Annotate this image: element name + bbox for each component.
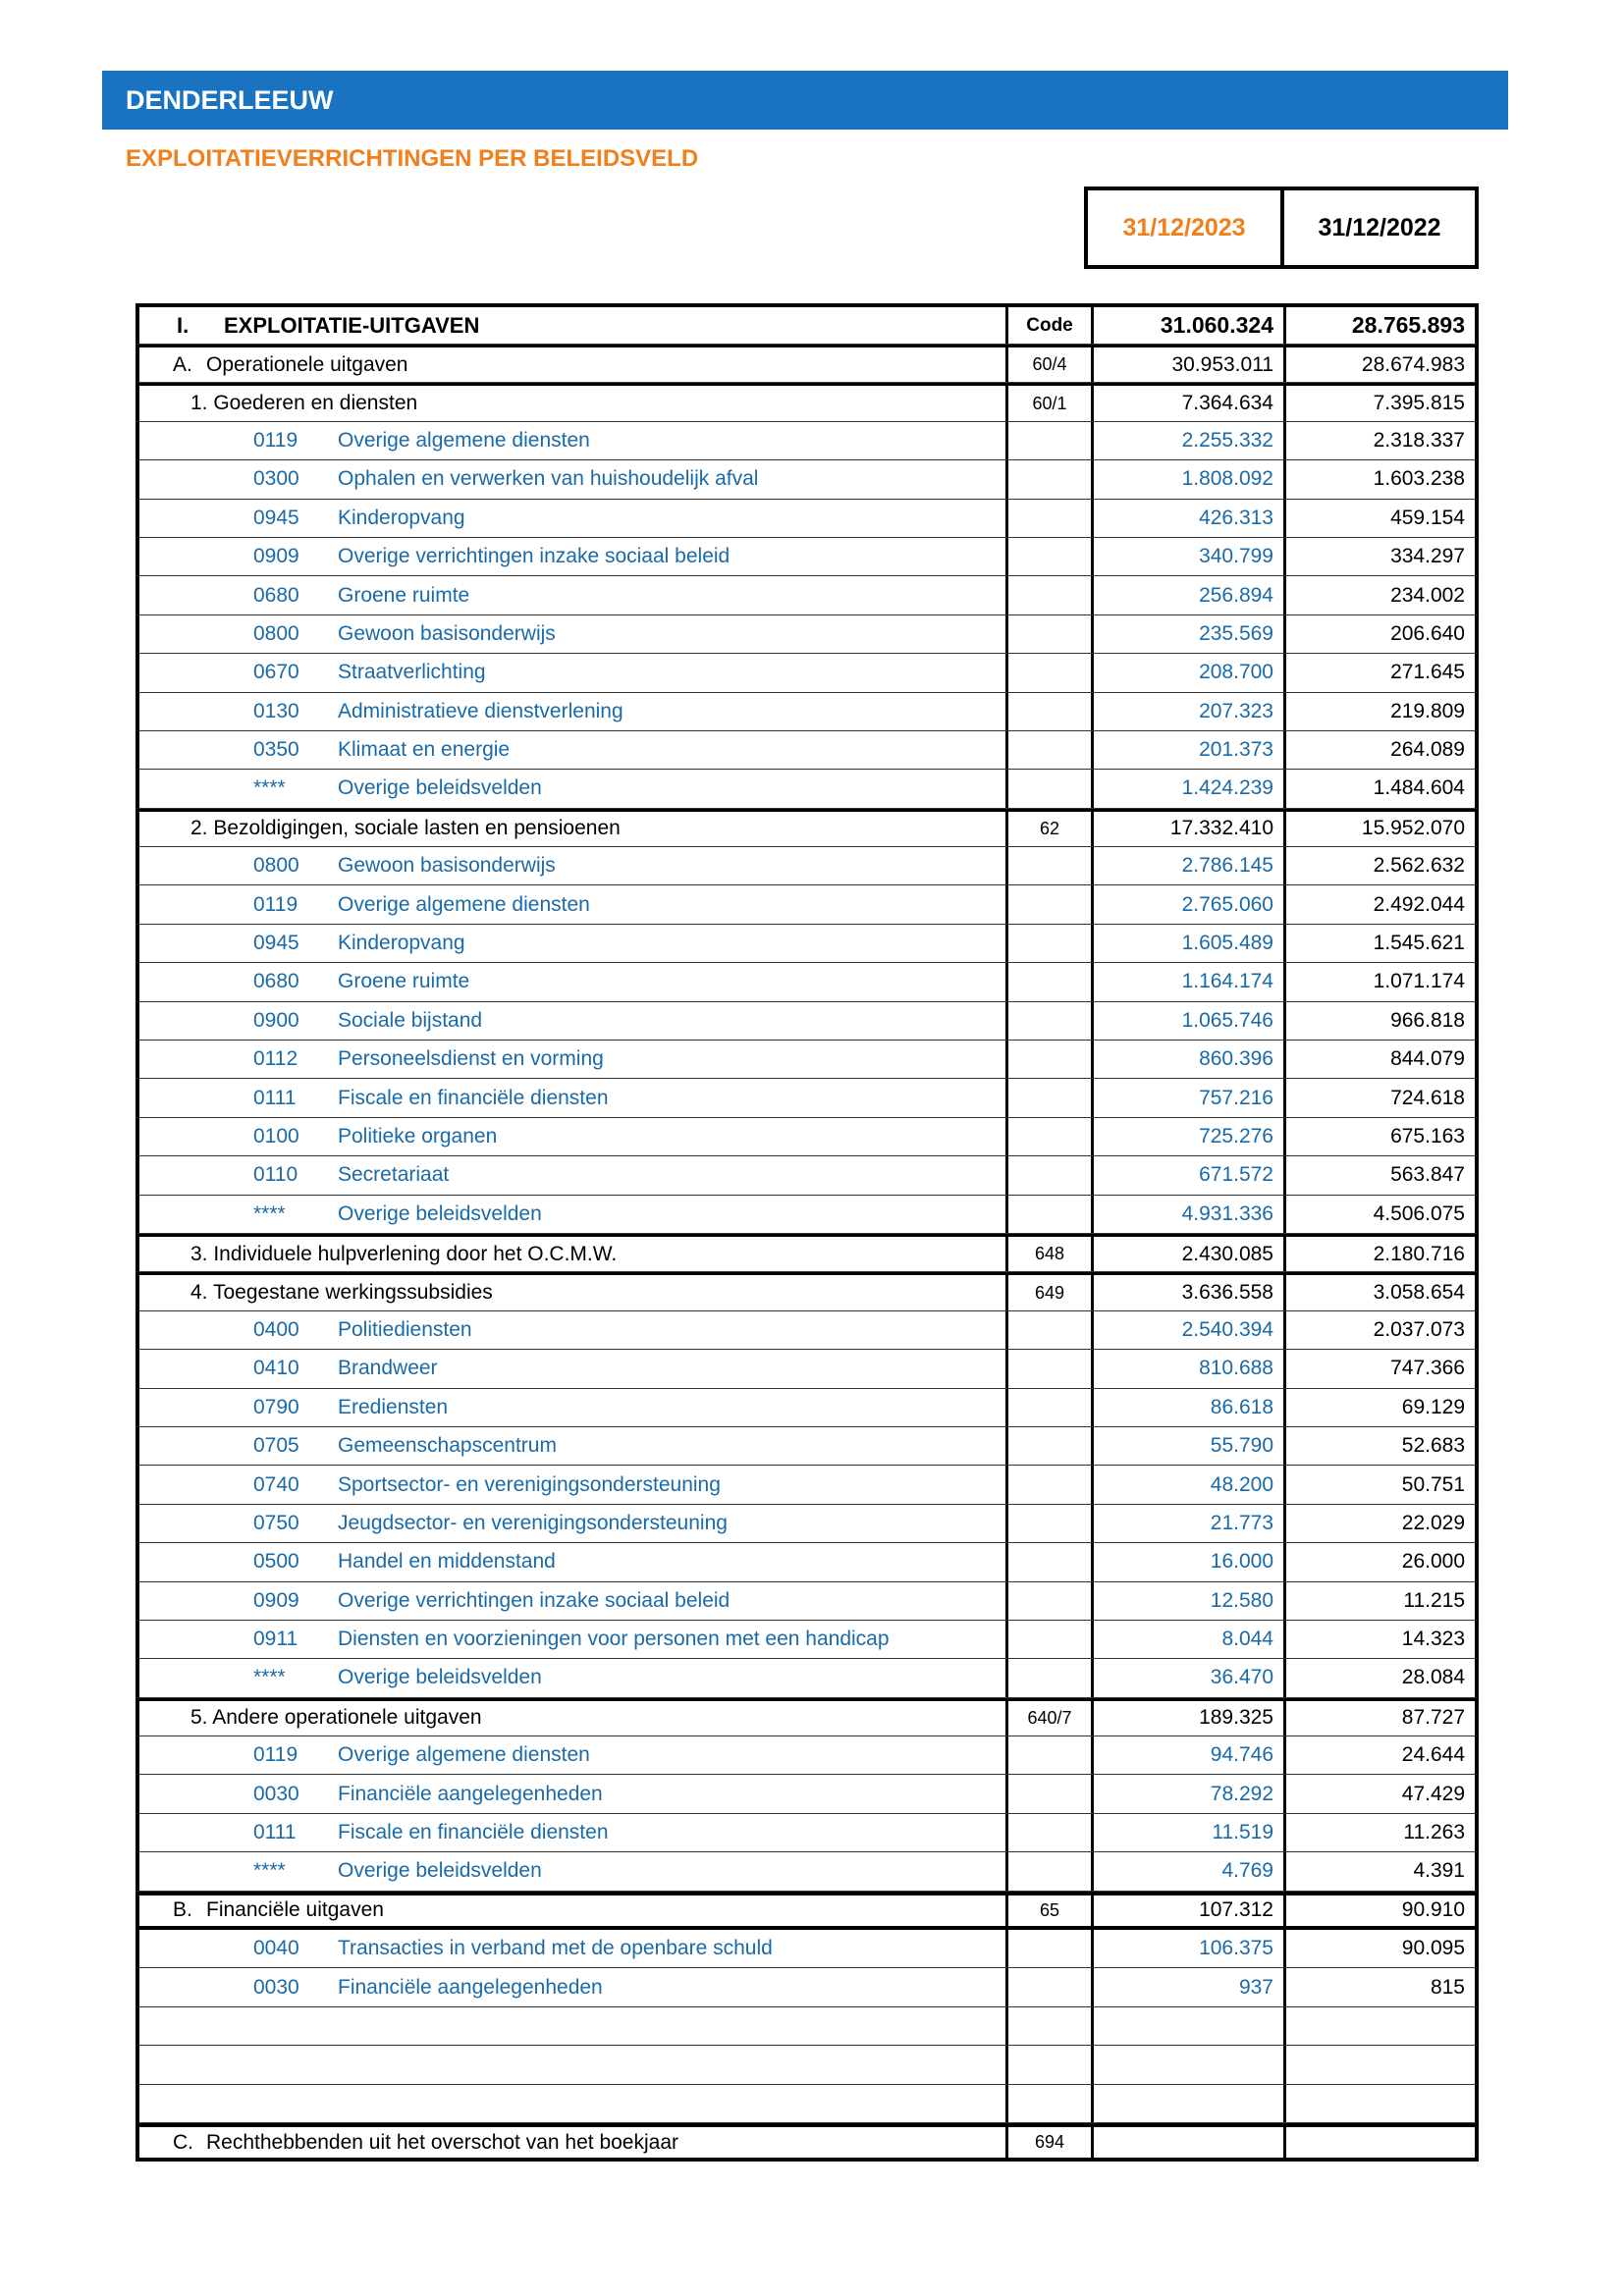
policy-code: 0400 [253,1317,299,1341]
policy-label: Kinderopvang [338,932,465,955]
item-value-2023: 2.786.145 [1094,847,1286,884]
item-value-2022: 2.037.073 [1373,1317,1465,1341]
item-value-2022: 24.644 [1401,1743,1465,1767]
item-code [1005,1156,1094,1194]
item-value-2022: 815 [1430,1975,1465,1999]
policy-label: Administratieve dienstverlening [338,699,623,722]
item-value-2023: 55.790 [1094,1427,1286,1465]
section-value-2022: 28.674.983 [1361,352,1465,376]
item-row [135,1466,1479,1504]
item-row [135,1350,1479,1388]
policy-label: Politieke organen [338,1125,498,1148]
group-5-row [135,1698,1479,1736]
section-c-row [135,2123,1479,2162]
item-row [135,847,1479,885]
policy-code: 0350 [253,738,299,762]
section-letter: B. [173,1898,192,1922]
item-value-2023: 671.572 [1094,1156,1286,1194]
item-row [135,422,1479,460]
item-value-2023: 1.065.746 [1094,1002,1286,1040]
policy-label: Overige algemene diensten [338,428,590,452]
empty-row [135,2046,1479,2084]
item-value-2022: 1.545.621 [1373,932,1465,955]
item-value-2022: 747.366 [1390,1357,1465,1380]
item-code [1005,1350,1094,1387]
group-code: 649 [1005,1275,1094,1309]
item-code [1005,1968,1094,2005]
item-code [1005,654,1094,691]
item-code [1005,1118,1094,1155]
item-value-2023: 4.931.336 [1094,1196,1286,1233]
empty-row [135,2007,1479,2046]
item-value-2023: 208.700 [1094,654,1286,691]
policy-label: Groene ruimte [338,970,470,993]
policy-code: 0500 [253,1550,299,1574]
policy-label: Overige verrichtingen inzake sociaal beleid [338,545,731,568]
item-code [1005,693,1094,730]
section-value-2022 [1286,2127,1475,2158]
policy-code: **** [253,1859,286,1883]
policy-code: **** [253,776,286,800]
policy-code: 0680 [253,583,299,607]
policy-label: Financiële aangelegenheden [338,1782,603,1805]
section-value-2023: 30.953.011 [1094,347,1286,382]
item-row [135,1814,1479,1852]
section-code: 694 [1005,2127,1094,2158]
policy-code: 0945 [253,932,299,955]
group-code: 60/1 [1005,386,1094,420]
policy-label: Overige verrichtingen inzake sociaal beleid [338,1588,731,1612]
item-value-2022: 52.683 [1401,1434,1465,1458]
policy-code: 0900 [253,1008,299,1032]
item-code [1005,1041,1094,1078]
policy-label: Overige algemene diensten [338,1743,590,1767]
item-value-2023: 2.540.394 [1094,1311,1286,1349]
policy-label: Kinderopvang [338,506,465,529]
policy-label: Secretariaat [338,1163,450,1187]
item-value-2023: 86.618 [1094,1389,1286,1426]
item-value-2023: 235.569 [1094,615,1286,653]
item-value-2022: 4.506.075 [1373,1201,1465,1225]
item-value-2023: 810.688 [1094,1350,1286,1387]
item-row [135,1505,1479,1543]
policy-code: 0111 [253,1086,297,1109]
policy-label: Groene ruimte [338,583,470,607]
policy-code: 0911 [253,1628,298,1651]
item-value-2023: 12.580 [1094,1582,1286,1620]
policy-label: Ophalen en verwerken van huishoudelijk afval [338,467,759,491]
section-label: Financiële uitgaven [206,1898,384,1922]
policy-label: Gemeenschapscentrum [338,1434,557,1458]
policy-label: Overige beleidsvelden [338,776,542,800]
item-value-2022: 459.154 [1390,506,1465,529]
item-value-2023: 94.746 [1094,1736,1286,1774]
item-value-2022: 69.129 [1401,1395,1465,1418]
item-value-2023: 1.424.239 [1094,770,1286,807]
policy-label: Erediensten [338,1395,449,1418]
group-value-2022: 7.395.815 [1373,392,1465,415]
policy-label: Fiscale en financiële diensten [338,1821,609,1844]
item-value-2022: 90.095 [1401,1937,1465,1960]
item-row [135,1930,1479,1968]
section-b-items [135,1930,1479,2007]
item-code [1005,576,1094,614]
item-code [1005,500,1094,537]
item-row [135,1118,1479,1156]
section-a-row [135,345,1479,383]
item-value-2022: 966.818 [1390,1008,1465,1032]
policy-code: 0110 [253,1163,298,1187]
policy-code: 0705 [253,1434,299,1458]
policy-code: 0740 [253,1472,299,1496]
item-code [1005,1659,1094,1696]
policy-label: Jeugdsector- en verenigingsondersteuning [338,1511,728,1534]
section-letter: C. [173,2130,193,2154]
table-title-row [135,303,1479,345]
policy-code: 0300 [253,467,299,491]
item-row [135,654,1479,692]
policy-code: 0030 [253,1975,299,1999]
group-2-items [135,847,1479,1234]
item-code [1005,1582,1094,1620]
item-value-2022: 1.603.238 [1373,467,1465,491]
item-value-2023: 21.773 [1094,1505,1286,1542]
item-code [1005,847,1094,884]
item-value-2023: 78.292 [1094,1775,1286,1812]
group-4-items [135,1311,1479,1698]
item-value-2022: 28.084 [1401,1666,1465,1689]
policy-label: Overige algemene diensten [338,892,590,916]
item-value-2022: 2.562.632 [1373,854,1465,878]
policy-code: 0410 [253,1357,299,1380]
item-row [135,1852,1479,1891]
policy-label: Overige beleidsvelden [338,1859,542,1883]
item-value-2022: 22.029 [1401,1511,1465,1534]
item-value-2022: 334.297 [1390,545,1465,568]
item-code [1005,925,1094,962]
item-value-2023: 2.765.060 [1094,885,1286,923]
item-value-2023: 201.373 [1094,731,1286,769]
policy-code: 0119 [253,892,298,916]
item-code [1005,1930,1094,1967]
table-title: EXPLOITATIE-UITGAVEN [224,312,480,338]
policy-code: 0680 [253,970,299,993]
group-label: 4. Toegestane werkingssubsidies [190,1281,493,1305]
policy-code: 0909 [253,545,299,568]
item-value-2022: 271.645 [1390,661,1465,684]
group-value-2023: 2.430.085 [1094,1237,1286,1271]
item-value-2023: 16.000 [1094,1543,1286,1580]
item-row [135,1002,1479,1041]
item-row [135,770,1479,808]
group-code: 648 [1005,1237,1094,1271]
item-code [1005,1775,1094,1812]
item-value-2022: 2.318.337 [1373,428,1465,452]
item-value-2023: 757.216 [1094,1079,1286,1116]
policy-code: 0119 [253,428,298,452]
total-2022: 28.765.893 [1351,312,1465,338]
policy-label: Politiediensten [338,1317,472,1341]
item-value-2022: 264.089 [1390,738,1465,762]
item-code [1005,538,1094,575]
item-code [1005,1311,1094,1349]
policy-code: **** [253,1201,286,1225]
group-value-2022: 3.058.654 [1373,1281,1465,1305]
year-previous: 31/12/2022 [1318,213,1441,241]
section-b-row [135,1892,1479,1930]
policy-code: 0100 [253,1125,299,1148]
policy-code: 0112 [253,1047,298,1071]
group-value-2023: 3.636.558 [1094,1275,1286,1309]
item-value-2023: 2.255.332 [1094,422,1286,459]
policy-code: 0945 [253,506,299,529]
policy-label: Gewoon basisonderwijs [338,854,556,878]
item-row [135,576,1479,614]
group-1-items [135,422,1479,809]
item-row [135,731,1479,770]
policy-code: 0030 [253,1782,299,1805]
item-value-2022: 206.640 [1390,621,1465,645]
item-value-2022: 219.809 [1390,699,1465,722]
item-code [1005,1002,1094,1040]
policy-label: Financiële aangelegenheden [338,1975,603,1999]
item-value-2023: 256.894 [1094,576,1286,614]
item-row [135,1196,1479,1234]
policy-code: 0750 [253,1511,299,1534]
item-value-2022: 2.492.044 [1373,892,1465,916]
group-3-row [135,1234,1479,1272]
policy-label: Fiscale en financiële diensten [338,1086,609,1109]
policy-label: Brandweer [338,1357,438,1380]
item-value-2022: 11.263 [1403,1821,1465,1844]
policy-label: Transacties in verband met de openbare schuld [338,1937,773,1960]
item-code [1005,1814,1094,1851]
item-row [135,925,1479,963]
item-value-2023: 106.375 [1094,1930,1286,1967]
item-row [135,500,1479,538]
item-code [1005,615,1094,653]
section-label: Rechthebbenden uit het overschot van het boekjaar [206,2130,679,2154]
group-4-row [135,1272,1479,1310]
item-code [1005,460,1094,498]
item-code [1005,422,1094,459]
policy-code: 0111 [253,1821,297,1844]
item-code [1005,731,1094,769]
section-code: 60/4 [1005,347,1094,382]
group-label: 3. Individuele hulpverlening door het O.C.M.W. [190,1242,618,1265]
item-value-2022: 47.429 [1401,1782,1465,1805]
item-value-2023: 860.396 [1094,1041,1286,1078]
policy-code: 0119 [253,1743,298,1767]
item-code [1005,1466,1094,1503]
group-code: 62 [1005,812,1094,846]
section-letter: A. [173,352,192,376]
group-value-2023: 17.332.410 [1094,812,1286,846]
report-subtitle: EXPLOITATIEVERRICHTINGEN PER BELEIDSVELD [126,145,699,172]
item-row [135,1582,1479,1621]
policy-label: Overige beleidsvelden [338,1666,542,1689]
item-value-2022: 50.751 [1401,1472,1465,1496]
item-value-2023: 11.519 [1094,1814,1286,1851]
item-value-2022: 11.215 [1403,1588,1465,1612]
item-row [135,1621,1479,1659]
item-row [135,1427,1479,1466]
item-code [1005,1427,1094,1465]
policy-label: Gewoon basisonderwijs [338,621,556,645]
group-value-2022: 15.952.070 [1361,817,1465,840]
policy-code: 0670 [253,661,299,684]
group-label: 5. Andere operationele uitgaven [190,1706,482,1730]
item-value-2023: 36.470 [1094,1659,1286,1696]
item-value-2023: 1.605.489 [1094,925,1286,962]
item-value-2023: 937 [1094,1968,1286,2005]
group-value-2022: 2.180.716 [1373,1242,1465,1265]
policy-label: Klimaat en energie [338,738,511,762]
group-value-2023: 7.364.634 [1094,386,1286,420]
item-code [1005,1079,1094,1116]
item-value-2022: 675.163 [1390,1125,1465,1148]
policy-label: Overige beleidsvelden [338,1201,542,1225]
policy-code: 0800 [253,854,299,878]
item-value-2022: 1.071.174 [1373,970,1465,993]
item-row [135,538,1479,576]
group-5-items [135,1736,1479,1892]
policy-label: Handel en middenstand [338,1550,556,1574]
policy-code: 0130 [253,699,299,722]
item-row [135,615,1479,654]
item-value-2022: 724.618 [1390,1086,1465,1109]
group-2-row [135,809,1479,847]
policy-code: 0909 [253,1588,299,1612]
item-value-2023: 725.276 [1094,1118,1286,1155]
item-value-2022: 844.079 [1390,1047,1465,1071]
item-row [135,1659,1479,1697]
municipality-banner: DENDERLEEUW [102,71,1508,130]
item-row [135,1968,1479,2006]
empty-row [135,2085,1479,2123]
item-code [1005,1196,1094,1233]
item-value-2023: 48.200 [1094,1466,1286,1503]
roman-numeral: I. [177,312,189,338]
item-row [135,885,1479,924]
item-code [1005,770,1094,807]
item-row [135,1156,1479,1195]
item-row [135,693,1479,731]
item-row [135,1389,1479,1427]
item-value-2022: 14.323 [1401,1628,1465,1651]
group-label: 2. Bezoldigingen, sociale lasten en pensioenen [190,817,621,840]
item-row [135,1775,1479,1813]
policy-code: **** [253,1666,286,1689]
item-code [1005,1543,1094,1580]
item-value-2023: 1.164.174 [1094,963,1286,1000]
section-value-2023: 107.312 [1094,1896,1286,1926]
code-header: Code [1005,307,1094,344]
item-row [135,1736,1479,1775]
item-code [1005,885,1094,923]
item-row [135,1041,1479,1079]
item-value-2023: 8.044 [1094,1621,1286,1658]
item-row [135,1543,1479,1581]
policy-label: Diensten en voorzieningen voor personen met een handicap [338,1628,890,1651]
item-code [1005,1389,1094,1426]
policy-label: Sociale bijstand [338,1008,483,1032]
item-value-2023: 340.799 [1094,538,1286,575]
item-code [1005,963,1094,1000]
group-value-2023: 189.325 [1094,1701,1286,1735]
group-label: 1. Goederen en diensten [190,392,418,415]
item-value-2022: 234.002 [1390,583,1465,607]
group-code: 640/7 [1005,1701,1094,1735]
group-1-row [135,383,1479,421]
year-header [1084,187,1479,269]
policy-label: Straatverlichting [338,661,486,684]
group-value-2022: 87.727 [1401,1706,1465,1730]
item-value-2022: 563.847 [1390,1163,1465,1187]
item-value-2022: 4.391 [1413,1859,1465,1883]
item-code [1005,1736,1094,1774]
expenditure-table [135,303,1479,2162]
item-row [135,1079,1479,1117]
item-row [135,963,1479,1001]
policy-label: Sportsector- en verenigingsondersteuning [338,1472,721,1496]
section-label: Operationele uitgaven [206,352,408,376]
policy-code: 0040 [253,1937,299,1960]
item-value-2022: 1.484.604 [1373,776,1465,800]
item-code [1005,1852,1094,1890]
section-value-2023 [1094,2127,1286,2158]
item-code [1005,1505,1094,1542]
item-value-2023: 426.313 [1094,500,1286,537]
item-code [1005,1621,1094,1658]
item-value-2022: 26.000 [1401,1550,1465,1574]
total-2023: 31.060.324 [1094,307,1286,344]
section-code: 65 [1005,1896,1094,1926]
policy-code: 0800 [253,621,299,645]
item-value-2023: 207.323 [1094,693,1286,730]
item-value-2023: 4.769 [1094,1852,1286,1890]
policy-label: Personeelsdienst en vorming [338,1047,604,1071]
policy-code: 0790 [253,1395,299,1418]
year-current: 31/12/2023 [1088,190,1284,265]
item-row [135,460,1479,499]
item-value-2023: 1.808.092 [1094,460,1286,498]
section-value-2022: 90.910 [1401,1898,1465,1922]
item-row [135,1311,1479,1350]
